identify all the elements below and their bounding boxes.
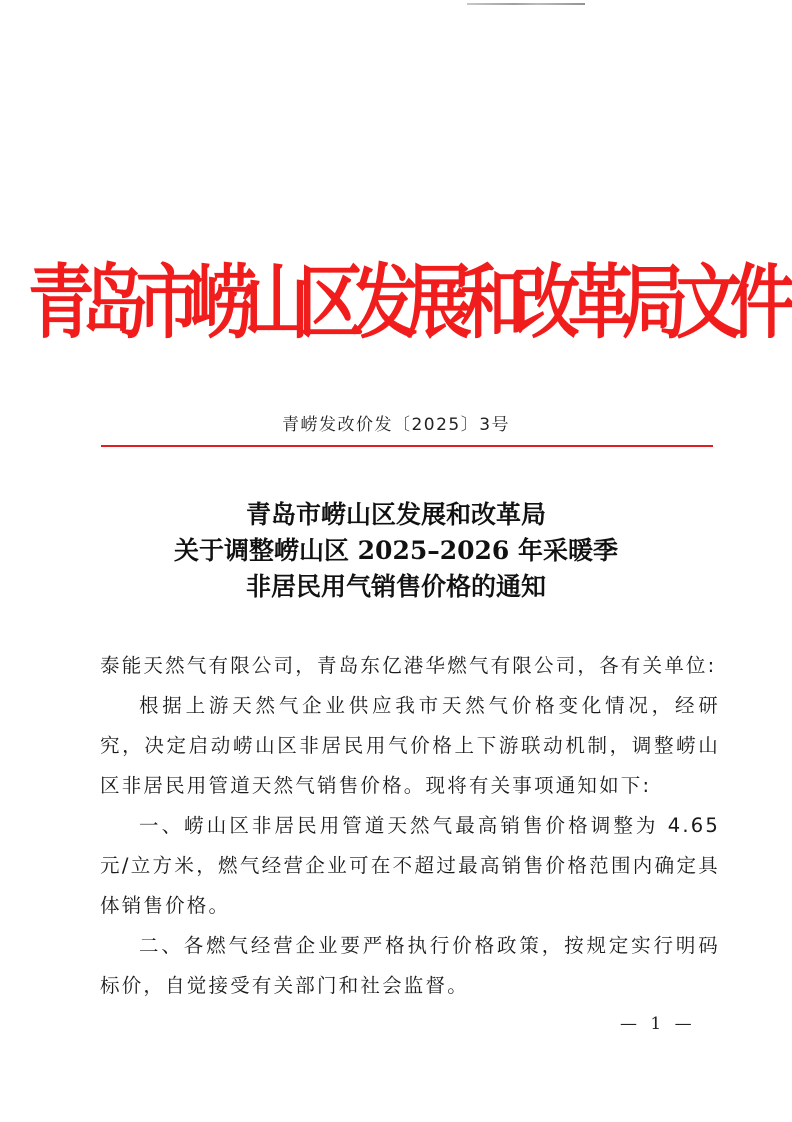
body-paragraph-intro: 根据上游天然气企业供应我市天然气价格变化情况，经研究，决定启动崂山区非居民用气价格上下游联动机制，调整崂山区非居民用管道天然气销售价格。现将有关事项通知如下: xyxy=(100,694,720,797)
page-number: — 1 — xyxy=(620,1014,696,1034)
document-number: 青崂发改价发〔2025〕3号 xyxy=(281,415,511,435)
title-line-2: 关于调整崂山区 2025–2026 年采暖季 xyxy=(173,536,619,565)
scan-artifact-line xyxy=(467,3,585,5)
title-line-3: 非居民用气销售价格的通知 xyxy=(245,572,546,601)
red-divider-rule xyxy=(101,445,713,447)
document-body xyxy=(100,646,720,1006)
body-paragraph-item-1: 一、崂山区非居民用管道天然气最高销售价格调整为 4.65 元/立方米，燃气经营企业可在不超过最高销售价格范围内确定具体销售价格。 xyxy=(100,814,720,917)
title-line-1: 青岛市崂山区发展和改革局 xyxy=(245,500,546,529)
document-title xyxy=(0,497,792,605)
document-masthead: 青岛市崂山区发展和改革局文件 xyxy=(28,254,784,350)
addressee-line: 泰能天然气有限公司，青岛东亿港华燃气有限公司，各有关单位: xyxy=(100,654,717,677)
body-paragraph-item-2: 二、各燃气经营企业要严格执行价格政策，按规定实行明码标价，自觉接受有关部门和社会监督。 xyxy=(100,934,720,997)
